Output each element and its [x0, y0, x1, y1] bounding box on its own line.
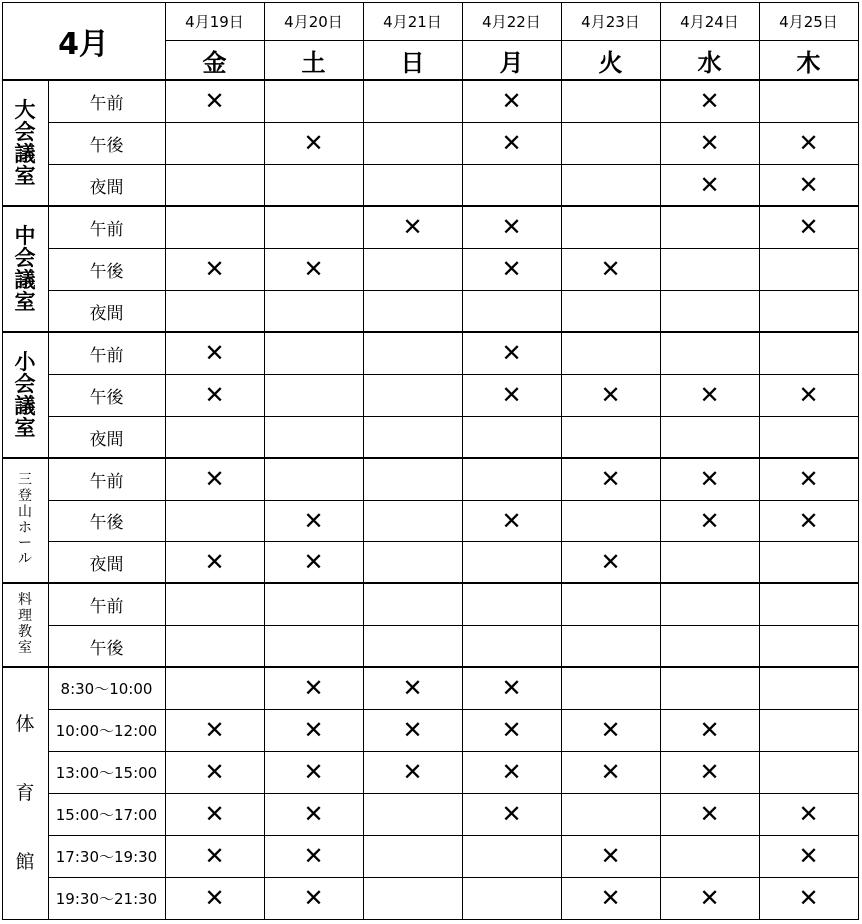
day-of-week-4: 月: [499, 48, 524, 77]
slot-label: 19:30～21:30: [55, 889, 158, 908]
availability-cell[interactable]: [264, 374, 363, 416]
slot-label: 午前: [89, 471, 124, 492]
booked-x-icon: ✕: [699, 758, 720, 786]
availability-cell[interactable]: [759, 248, 858, 290]
day-of-week-7: 木: [796, 48, 821, 77]
availability-cell[interactable]: [561, 583, 660, 625]
availability-cell[interactable]: [759, 500, 858, 541]
availability-cell[interactable]: [363, 164, 462, 206]
availability-cell[interactable]: [264, 458, 363, 500]
header-bottom-divider: [2, 79, 858, 81]
availability-cell[interactable]: [759, 709, 858, 751]
booked-x-icon: ✕: [600, 884, 621, 912]
booked-x-icon: ✕: [204, 465, 225, 493]
booked-x-icon: ✕: [303, 884, 324, 912]
availability-cell[interactable]: [462, 667, 561, 709]
booked-x-icon: ✕: [303, 548, 324, 576]
availability-cell[interactable]: [165, 667, 264, 709]
booked-x-icon: ✕: [798, 506, 819, 535]
day-date-1: 4月19日: [185, 12, 244, 31]
availability-cell[interactable]: [462, 583, 561, 625]
table-border-top: [2, 2, 859, 3]
booked-x-icon: ✕: [204, 716, 225, 744]
availability-cell[interactable]: [363, 206, 462, 248]
row-divider: [48, 877, 858, 878]
availability-cell[interactable]: [165, 374, 264, 416]
booked-x-icon: ✕: [501, 213, 522, 241]
availability-cell[interactable]: [561, 122, 660, 164]
header-divider: [165, 40, 858, 41]
room-column-divider: [48, 80, 49, 919]
availability-cell[interactable]: [660, 583, 759, 625]
availability-cell[interactable]: [759, 667, 858, 709]
room-name: 体 育 館: [15, 712, 35, 874]
availability-cell[interactable]: [165, 290, 264, 332]
availability-cell[interactable]: [363, 122, 462, 164]
availability-cell[interactable]: [462, 80, 561, 122]
availability-cell[interactable]: [759, 541, 858, 583]
booked-x-icon: ✕: [204, 87, 225, 115]
slot-label: 午前: [89, 93, 124, 114]
booked-x-icon: ✕: [600, 381, 621, 409]
availability-cell[interactable]: [462, 290, 561, 332]
availability-cell[interactable]: [264, 877, 363, 919]
availability-cell[interactable]: [363, 835, 462, 877]
booked-x-icon: ✕: [600, 465, 621, 493]
booked-x-icon: ✕: [303, 255, 324, 283]
booked-x-icon: ✕: [204, 381, 225, 409]
slot-label: 夜間: [89, 554, 124, 575]
booked-x-icon: ✕: [501, 758, 522, 786]
booked-x-icon: ✕: [798, 884, 819, 912]
booked-x-icon: ✕: [204, 842, 225, 870]
availability-cell[interactable]: [561, 332, 660, 374]
booked-x-icon: ✕: [600, 255, 621, 283]
availability-cell[interactable]: [462, 248, 561, 290]
availability-cell[interactable]: [759, 793, 858, 835]
availability-cell[interactable]: [264, 416, 363, 458]
availability-cell[interactable]: [660, 835, 759, 877]
slot-label: 午後: [89, 638, 124, 659]
availability-cell[interactable]: [561, 541, 660, 583]
availability-cell[interactable]: [561, 667, 660, 709]
availability-cell[interactable]: [165, 541, 264, 583]
booked-x-icon: ✕: [204, 339, 225, 367]
availability-cell[interactable]: [660, 290, 759, 332]
availability-cell[interactable]: [462, 458, 561, 500]
availability-cell[interactable]: [660, 416, 759, 458]
booked-x-icon: ✕: [798, 465, 819, 493]
availability-cell[interactable]: [660, 458, 759, 500]
availability-cell[interactable]: [759, 80, 858, 122]
booked-x-icon: ✕: [699, 87, 720, 115]
availability-cell[interactable]: [264, 541, 363, 583]
booked-x-icon: ✕: [699, 381, 720, 409]
day-column-divider: [759, 2, 760, 919]
availability-cell[interactable]: [165, 248, 264, 290]
day-date-5: 4月23日: [581, 12, 640, 31]
availability-cell[interactable]: [561, 625, 660, 667]
availability-cell[interactable]: [264, 835, 363, 877]
day-date-6: 4月24日: [680, 12, 739, 31]
slot-label: 17:30～19:30: [55, 847, 158, 866]
availability-cell[interactable]: [561, 374, 660, 416]
day-column-divider: [363, 2, 364, 919]
booked-x-icon: ✕: [204, 548, 225, 576]
availability-cell[interactable]: [165, 709, 264, 751]
availability-cell[interactable]: [759, 877, 858, 919]
availability-cell[interactable]: [264, 248, 363, 290]
booked-x-icon: ✕: [699, 465, 720, 493]
slot-label: 午後: [89, 261, 124, 282]
availability-cell[interactable]: [660, 248, 759, 290]
day-column-divider: [660, 2, 661, 919]
booked-x-icon: ✕: [600, 842, 621, 870]
availability-cell[interactable]: [363, 80, 462, 122]
booked-x-icon: ✕: [501, 87, 522, 115]
slot-label: 夜間: [89, 429, 124, 450]
label-column-divider: [165, 2, 166, 919]
availability-cell[interactable]: [759, 332, 858, 374]
availability-cell[interactable]: [462, 751, 561, 793]
booked-x-icon: ✕: [798, 381, 819, 409]
row-divider: [48, 835, 858, 836]
availability-cell[interactable]: [660, 667, 759, 709]
day-of-week-6: 水: [697, 48, 722, 77]
booked-x-icon: ✕: [501, 339, 522, 367]
day-of-week-1: 金: [202, 48, 227, 77]
booked-x-icon: ✕: [402, 674, 423, 702]
day-of-week-3: 日: [400, 48, 425, 77]
slot-label: 15:00～17:00: [55, 805, 158, 824]
day-column-divider: [264, 2, 265, 919]
availability-cell[interactable]: [165, 416, 264, 458]
availability-cell[interactable]: [363, 709, 462, 751]
availability-cell[interactable]: [462, 500, 561, 541]
availability-cell[interactable]: [561, 458, 660, 500]
slot-label: 午前: [89, 596, 124, 617]
availability-cell[interactable]: [561, 80, 660, 122]
availability-cell[interactable]: [363, 290, 462, 332]
availability-cell[interactable]: [561, 416, 660, 458]
availability-cell[interactable]: [759, 751, 858, 793]
availability-cell[interactable]: [561, 248, 660, 290]
booked-x-icon: ✕: [204, 800, 225, 828]
booked-x-icon: ✕: [501, 800, 522, 828]
day-of-week-5: 火: [598, 48, 623, 77]
room-name: 中 会 議 室: [14, 223, 36, 315]
availability-cell[interactable]: [660, 625, 759, 667]
availability-cell[interactable]: [561, 751, 660, 793]
day-column-divider: [462, 2, 463, 919]
availability-cell[interactable]: [462, 625, 561, 667]
booked-x-icon: ✕: [501, 716, 522, 744]
availability-cell[interactable]: [561, 290, 660, 332]
booked-x-icon: ✕: [699, 800, 720, 828]
booked-x-icon: ✕: [402, 758, 423, 786]
availability-cell[interactable]: [561, 709, 660, 751]
booked-x-icon: ✕: [699, 171, 720, 199]
availability-cell[interactable]: [660, 877, 759, 919]
booked-x-icon: ✕: [402, 716, 423, 744]
booked-x-icon: ✕: [798, 129, 819, 157]
slot-label: 午後: [89, 135, 124, 156]
availability-cell[interactable]: [660, 80, 759, 122]
slot-label: 午後: [89, 513, 124, 533]
booked-x-icon: ✕: [303, 758, 324, 786]
room-group-divider: [2, 666, 858, 668]
availability-cell[interactable]: [264, 667, 363, 709]
availability-cell[interactable]: [462, 835, 561, 877]
day-date-4: 4月22日: [482, 12, 541, 31]
booked-x-icon: ✕: [303, 800, 324, 828]
day-date-7: 4月25日: [779, 12, 838, 31]
day-date-3: 4月21日: [383, 12, 442, 31]
availability-cell[interactable]: [462, 164, 561, 206]
availability-cell[interactable]: [759, 206, 858, 248]
row-divider: [48, 709, 858, 710]
availability-cell[interactable]: [759, 122, 858, 164]
availability-cell[interactable]: [561, 835, 660, 877]
booked-x-icon: ✕: [303, 129, 324, 157]
row-divider: [48, 793, 858, 794]
availability-cell[interactable]: [561, 164, 660, 206]
day-of-week-2: 土: [301, 48, 326, 77]
availability-cell[interactable]: [165, 500, 264, 541]
availability-cell[interactable]: [660, 122, 759, 164]
availability-cell[interactable]: [462, 206, 561, 248]
availability-cell[interactable]: [165, 206, 264, 248]
row-divider: [48, 164, 858, 165]
availability-cell[interactable]: [264, 500, 363, 541]
booked-x-icon: ✕: [501, 381, 522, 409]
availability-cell[interactable]: [165, 80, 264, 122]
row-divider: [48, 625, 858, 626]
row-divider: [48, 751, 858, 752]
slot-label: 午前: [89, 219, 124, 240]
booked-x-icon: ✕: [699, 506, 720, 535]
availability-cell[interactable]: [363, 416, 462, 458]
booked-x-icon: ✕: [204, 758, 225, 786]
row-divider: [48, 541, 858, 542]
booked-x-icon: ✕: [798, 213, 819, 241]
booked-x-icon: ✕: [699, 129, 720, 157]
availability-cell[interactable]: [462, 416, 561, 458]
table-border-right: [858, 2, 859, 920]
availability-cell[interactable]: [462, 793, 561, 835]
availability-cell[interactable]: [165, 458, 264, 500]
availability-cell[interactable]: [165, 583, 264, 625]
booked-x-icon: ✕: [600, 716, 621, 744]
booked-x-icon: ✕: [204, 884, 225, 912]
slot-label: 8:30～10:00: [60, 679, 153, 698]
availability-cell[interactable]: [462, 541, 561, 583]
availability-cell[interactable]: [462, 709, 561, 751]
availability-cell[interactable]: [264, 751, 363, 793]
availability-cell[interactable]: [264, 206, 363, 248]
availability-cell[interactable]: [165, 751, 264, 793]
availability-cell[interactable]: [363, 458, 462, 500]
availability-cell[interactable]: [165, 164, 264, 206]
availability-cell[interactable]: [165, 793, 264, 835]
availability-cell[interactable]: [660, 374, 759, 416]
availability-cell[interactable]: [660, 751, 759, 793]
booked-x-icon: ✕: [303, 674, 324, 702]
availability-cell[interactable]: [264, 332, 363, 374]
room-name: 大 会 議 室: [14, 97, 36, 189]
booked-x-icon: ✕: [501, 255, 522, 283]
booked-x-icon: ✕: [204, 255, 225, 283]
room-name: 小 会 議 室: [14, 349, 36, 441]
availability-cell[interactable]: [165, 877, 264, 919]
room-group-divider: [2, 457, 858, 459]
availability-cell[interactable]: [363, 374, 462, 416]
availability-cell[interactable]: [264, 122, 363, 164]
slot-label: 午前: [89, 345, 124, 366]
availability-cell[interactable]: [759, 625, 858, 667]
booked-x-icon: ✕: [798, 800, 819, 828]
availability-cell[interactable]: [759, 458, 858, 500]
availability-cell[interactable]: [165, 625, 264, 667]
availability-cell[interactable]: [363, 248, 462, 290]
room-group-divider: [2, 582, 858, 584]
availability-cell[interactable]: [660, 332, 759, 374]
room-name: 三 登 山 ホ ー ル: [18, 472, 32, 568]
availability-cell[interactable]: [264, 80, 363, 122]
room-group-divider: [2, 205, 858, 207]
availability-cell[interactable]: [363, 500, 462, 541]
slot-label: 夜間: [89, 177, 124, 198]
slot-label: 午後: [89, 387, 124, 408]
availability-cell[interactable]: [363, 877, 462, 919]
room-name: 料 理 教 室: [18, 592, 32, 656]
booked-x-icon: ✕: [402, 213, 423, 241]
availability-cell[interactable]: [264, 625, 363, 667]
availability-cell[interactable]: [759, 583, 858, 625]
availability-cell[interactable]: [561, 500, 660, 541]
availability-cell[interactable]: [759, 164, 858, 206]
availability-cell[interactable]: [660, 709, 759, 751]
row-divider: [48, 248, 858, 249]
availability-cell[interactable]: [363, 541, 462, 583]
availability-cell[interactable]: [561, 206, 660, 248]
availability-cell[interactable]: [561, 793, 660, 835]
day-date-2: 4月20日: [284, 12, 343, 31]
availability-cell[interactable]: [759, 835, 858, 877]
availability-cell[interactable]: [462, 374, 561, 416]
availability-cell[interactable]: [759, 290, 858, 332]
booked-x-icon: ✕: [699, 716, 720, 744]
availability-cell[interactable]: [264, 290, 363, 332]
room-group-divider: [2, 331, 858, 333]
booked-x-icon: ✕: [501, 506, 522, 535]
day-column-divider: [561, 2, 562, 919]
availability-cell[interactable]: [264, 164, 363, 206]
availability-cell[interactable]: [363, 793, 462, 835]
booked-x-icon: ✕: [600, 548, 621, 576]
availability-cell[interactable]: [165, 332, 264, 374]
booked-x-icon: ✕: [600, 758, 621, 786]
booked-x-icon: ✕: [699, 884, 720, 912]
row-divider: [48, 122, 858, 123]
booked-x-icon: ✕: [303, 716, 324, 744]
booked-x-icon: ✕: [501, 129, 522, 157]
availability-cell[interactable]: [264, 583, 363, 625]
availability-cell[interactable]: [363, 583, 462, 625]
availability-cell[interactable]: [264, 793, 363, 835]
availability-cell[interactable]: [363, 332, 462, 374]
month-label: 4月: [58, 27, 109, 62]
availability-cell[interactable]: [660, 793, 759, 835]
availability-cell[interactable]: [165, 122, 264, 164]
availability-cell[interactable]: [660, 541, 759, 583]
availability-cell[interactable]: [660, 206, 759, 248]
booked-x-icon: ✕: [501, 674, 522, 702]
row-divider: [48, 416, 858, 417]
row-divider: [48, 500, 858, 501]
availability-cell[interactable]: [264, 709, 363, 751]
availability-cell[interactable]: [561, 877, 660, 919]
availability-cell[interactable]: [759, 374, 858, 416]
booked-x-icon: ✕: [303, 506, 324, 535]
row-divider: [48, 374, 858, 375]
availability-cell[interactable]: [363, 667, 462, 709]
slot-label: 夜間: [89, 303, 124, 324]
availability-cell[interactable]: [462, 122, 561, 164]
availability-cell[interactable]: [363, 625, 462, 667]
row-divider: [48, 290, 858, 291]
booked-x-icon: ✕: [303, 842, 324, 870]
slot-label: 13:00～15:00: [55, 763, 158, 782]
availability-cell[interactable]: [363, 751, 462, 793]
table-border-bottom: [2, 919, 859, 920]
table-border-left: [2, 2, 3, 919]
availability-cell[interactable]: [165, 835, 264, 877]
booked-x-icon: ✕: [798, 842, 819, 870]
slot-label: 10:00～12:00: [55, 721, 158, 740]
availability-cell[interactable]: [660, 500, 759, 541]
booked-x-icon: ✕: [798, 171, 819, 199]
availability-cell[interactable]: [759, 416, 858, 458]
availability-cell[interactable]: [660, 164, 759, 206]
availability-cell[interactable]: [462, 332, 561, 374]
availability-cell[interactable]: [462, 877, 561, 919]
